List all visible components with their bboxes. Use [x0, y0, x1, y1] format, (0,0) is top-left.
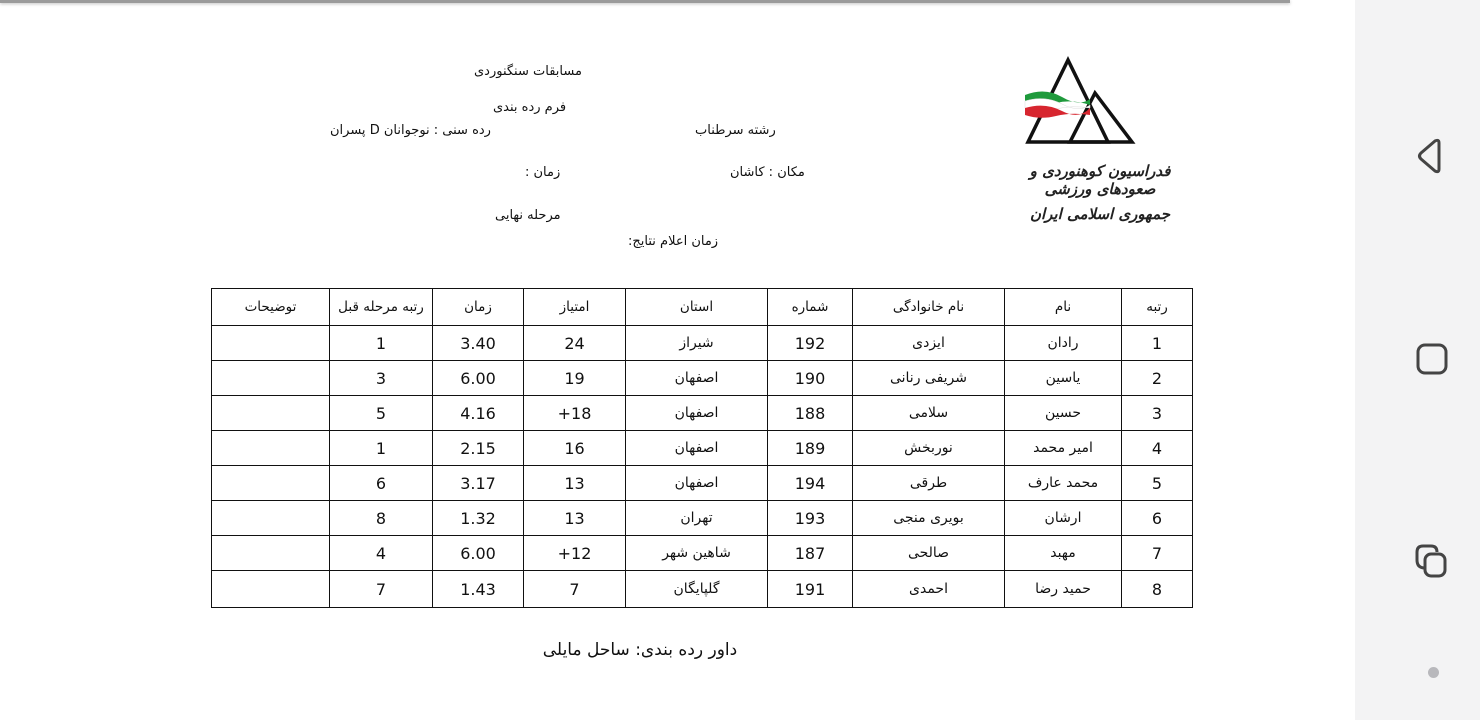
cell-time: 3.40: [433, 326, 524, 361]
cell-time: 3.17: [433, 466, 524, 501]
cell-time: 6.00: [433, 536, 524, 571]
table-row: [212, 431, 1193, 466]
cell-prev-rank: 7: [330, 571, 433, 608]
cell-first-name: حمید رضا: [1005, 571, 1122, 608]
cell-first-name: حسین: [1005, 396, 1122, 431]
cell-score: 13: [524, 501, 626, 536]
header-number: شماره: [768, 289, 853, 326]
recent-apps-button[interactable]: [1413, 542, 1451, 580]
form-title: فرم رده بندی: [493, 100, 567, 115]
cell-first-name: ارشان: [1005, 501, 1122, 536]
page-top-edge: [0, 0, 1290, 3]
home-button[interactable]: [1413, 340, 1451, 378]
discipline: رشته سرطناب: [695, 123, 776, 138]
table-row: [212, 501, 1193, 536]
table-row: [212, 396, 1193, 431]
cell-rank: 3: [1122, 396, 1193, 431]
cell-province: اصفهان: [626, 396, 768, 431]
cell-notes: [212, 361, 330, 396]
header-notes: توضیحات: [212, 289, 330, 326]
table-row: [212, 536, 1193, 571]
cell-notes: [212, 501, 330, 536]
header-previous-rank: رتبه مرحله قبل: [330, 289, 433, 326]
cell-notes: [212, 536, 330, 571]
cell-rank: 4: [1122, 431, 1193, 466]
federation-logo: [1000, 55, 1200, 245]
cell-score: 7: [524, 571, 626, 608]
cell-score: 12+: [524, 536, 626, 571]
cell-score: 16: [524, 431, 626, 466]
cell-prev-rank: 8: [330, 501, 433, 536]
cell-rank: 2: [1122, 361, 1193, 396]
cell-first-name: یاسین: [1005, 361, 1122, 396]
cell-time: 4.16: [433, 396, 524, 431]
mountain-flag-icon: [1000, 55, 1200, 165]
cell-first-name: امیر محمد: [1005, 431, 1122, 466]
header-province: استان: [626, 289, 768, 326]
competition-title: مسابقات سنگنوردی: [474, 64, 582, 79]
cell-province: شاهین شهر: [626, 536, 768, 571]
cell-notes: [212, 571, 330, 608]
cell-prev-rank: 5: [330, 396, 433, 431]
cell-prev-rank: 1: [330, 326, 433, 361]
cell-last-name: ایزدی: [853, 326, 1005, 361]
cell-first-name: محمد عارف: [1005, 466, 1122, 501]
back-button[interactable]: [1413, 137, 1451, 175]
cell-first-name: مهبد: [1005, 536, 1122, 571]
cell-number: 191: [768, 571, 853, 608]
stage: مرحله نهایی: [495, 208, 561, 223]
header-rank: رتبه: [1122, 289, 1193, 326]
cell-rank: 7: [1122, 536, 1193, 571]
logo-line-1: فدراسیون کوهنوردی و صعودهای ورزشی: [1029, 162, 1171, 198]
cell-last-name: احمدی: [853, 571, 1005, 608]
cell-rank: 5: [1122, 466, 1193, 501]
referee-signature: داور رده بندی: ساحل مایلی: [542, 640, 738, 660]
cell-notes: [212, 431, 330, 466]
cell-score: 19: [524, 361, 626, 396]
home-square-icon: [1413, 340, 1451, 378]
cell-last-name: صالحی: [853, 536, 1005, 571]
cell-first-name: رادان: [1005, 326, 1122, 361]
cell-score: 24: [524, 326, 626, 361]
results-time-label: زمان اعلام نتایج:: [628, 234, 719, 249]
cell-rank: 1: [1122, 326, 1193, 361]
back-triangle-icon: [1413, 137, 1451, 175]
cell-province: اصفهان: [626, 361, 768, 396]
table-header-row: [212, 289, 1193, 326]
cell-time: 2.15: [433, 431, 524, 466]
cell-last-name: شریفی رنانی: [853, 361, 1005, 396]
header-last-name: نام خانوادگی: [853, 289, 1005, 326]
cell-number: 193: [768, 501, 853, 536]
cell-prev-rank: 6: [330, 466, 433, 501]
cell-prev-rank: 4: [330, 536, 433, 571]
header-first-name: نام: [1005, 289, 1122, 326]
cell-number: 188: [768, 396, 853, 431]
table-row: [212, 571, 1193, 608]
table-row: [212, 361, 1193, 396]
cell-score: 13: [524, 466, 626, 501]
cell-number: 189: [768, 431, 853, 466]
cell-notes: [212, 466, 330, 501]
cell-number: 192: [768, 326, 853, 361]
table-row: [212, 326, 1193, 361]
time-label: زمان :: [525, 165, 561, 180]
cell-last-name: سلامی: [853, 396, 1005, 431]
cell-prev-rank: 1: [330, 431, 433, 466]
cell-number: 194: [768, 466, 853, 501]
age-group: رده سنی : نوجوانان D پسران: [330, 123, 491, 138]
cell-last-name: طرقی: [853, 466, 1005, 501]
overview-icon: [1413, 542, 1451, 580]
cell-time: 6.00: [433, 361, 524, 396]
cell-number: 190: [768, 361, 853, 396]
cell-last-name: بویری منجی: [853, 501, 1005, 536]
cell-time: 1.32: [433, 501, 524, 536]
cell-province: تهران: [626, 501, 768, 536]
cell-notes: [212, 326, 330, 361]
cell-last-name: نوربخش: [853, 431, 1005, 466]
cell-rank: 6: [1122, 501, 1193, 536]
table-row: [212, 466, 1193, 501]
results-table: [211, 288, 1193, 608]
cell-province: شیراز: [626, 326, 768, 361]
cell-time: 1.43: [433, 571, 524, 608]
cell-province: اصفهان: [626, 431, 768, 466]
cell-number: 187: [768, 536, 853, 571]
cell-score: 18+: [524, 396, 626, 431]
assistant-dot[interactable]: [1428, 667, 1439, 678]
cell-province: گلپایگان: [626, 571, 768, 608]
cell-rank: 8: [1122, 571, 1193, 608]
header-score: امتیاز: [524, 289, 626, 326]
header-time: زمان: [433, 289, 524, 326]
cell-province: اصفهان: [626, 466, 768, 501]
location: مکان : کاشان: [730, 165, 805, 180]
logo-line-2: جمهوری اسلامی ایران: [1029, 205, 1171, 223]
cell-prev-rank: 3: [330, 361, 433, 396]
cell-notes: [212, 396, 330, 431]
